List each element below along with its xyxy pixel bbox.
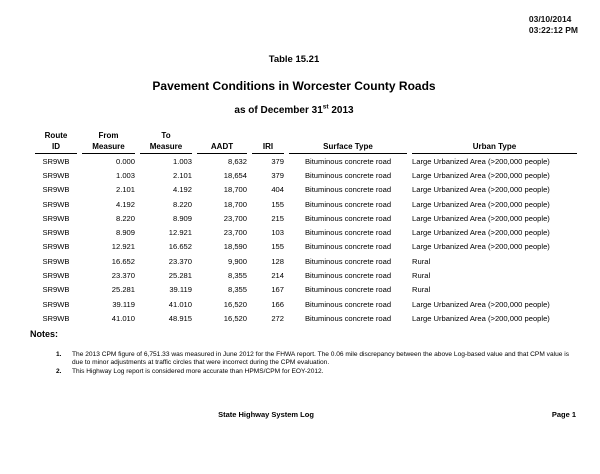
col-header-surface-type: Surface Type (289, 130, 407, 154)
table-cell: SR9WB (42, 313, 70, 323)
table-cell: 4.192 (115, 199, 135, 209)
col-header-aadt: AADT (197, 130, 247, 154)
table-cell: Large Urbanized Area (>200,000 people) (412, 299, 550, 309)
table-cell: 0.000 (115, 156, 135, 166)
table-cell: 128 (271, 256, 284, 266)
table-cell: Bituminous concrete road (304, 299, 392, 309)
table-cell: Large Urbanized Area (>200,000 people) (412, 185, 550, 195)
table-cell: 48.915 (168, 313, 192, 323)
table-cell: 4.192 (172, 185, 192, 195)
table-cell: 18,590 (223, 242, 247, 252)
table-cell: SR9WB (42, 256, 70, 266)
table-cell: 1.003 (115, 170, 135, 180)
table-cell: 8.909 (172, 213, 192, 223)
notes-heading: Notes: (30, 329, 59, 339)
table-cell: Bituminous concrete road (304, 185, 392, 195)
table-cell: 8.909 (115, 228, 135, 238)
table-cell: 404 (271, 185, 284, 195)
print-timestamp (529, 14, 578, 36)
table-row (35, 254, 577, 268)
table-cell: 379 (271, 156, 284, 166)
table-cell: 272 (271, 313, 284, 323)
table-row (35, 297, 577, 311)
table-cell: 103 (271, 228, 284, 238)
table-cell: Bituminous concrete road (304, 228, 392, 238)
table-cell: 215 (271, 213, 284, 223)
table-cell: Bituminous concrete road (304, 213, 392, 223)
table-cell: Rural (412, 256, 431, 266)
table-cell: 2.101 (115, 185, 135, 195)
table-row (35, 268, 577, 282)
table-cell: SR9WB (42, 299, 70, 309)
table-cell: 8,632 (227, 156, 247, 166)
col-header-to-measure: To Measure (140, 130, 192, 154)
table-cell: 8.220 (172, 199, 192, 209)
table-cell: Bituminous concrete road (304, 285, 392, 295)
notes-list (56, 351, 580, 377)
print-date: 03/10/2014 (528, 14, 572, 24)
table-cell: 167 (271, 285, 284, 295)
col-header-urban-type: Urban Type (412, 130, 577, 154)
table-cell: Large Urbanized Area (>200,000 people) (412, 156, 550, 166)
table-cell: Large Urbanized Area (>200,000 people) (412, 199, 550, 209)
pavement-conditions-table (30, 130, 582, 326)
table-cell: 8.220 (115, 213, 135, 223)
table-cell: 2.101 (172, 170, 192, 180)
table-cell: SR9WB (42, 156, 70, 166)
table-cell: 8,355 (227, 271, 247, 281)
table-cell: Large Urbanized Area (>200,000 people) (412, 313, 550, 323)
table-cell: SR9WB (42, 170, 70, 180)
table-cell: SR9WB (42, 271, 70, 281)
table-cell: 155 (271, 242, 284, 252)
table-cell: 16,520 (223, 313, 247, 323)
table-cell: SR9WB (42, 242, 70, 252)
table-cell: Large Urbanized Area (>200,000 people) (412, 170, 550, 180)
table-cell: 41.010 (111, 313, 135, 323)
col-header-from-measure: From Measure (82, 130, 135, 154)
table-cell: 39.119 (112, 299, 135, 309)
table-row (35, 183, 577, 197)
table-cell: Bituminous concrete road (304, 313, 392, 323)
note-number: 2. (56, 368, 62, 375)
table-cell: SR9WB (42, 199, 70, 209)
col-header-iri: IRI (252, 130, 284, 154)
table-cell: 16,520 (223, 299, 247, 309)
table-row (35, 311, 577, 325)
table-cell: Large Urbanized Area (>200,000 people) (412, 213, 550, 223)
table-cell: 41.010 (168, 299, 192, 309)
as-of-prefix: as of December 31 (234, 105, 323, 116)
note-text: This Highway Log report is considered more accurate than HPMS/CPM for EOY-2012. (72, 368, 324, 375)
table-cell: 214 (271, 271, 284, 281)
table-header (35, 130, 577, 154)
table-cell: 23.370 (168, 256, 192, 266)
table-row (35, 168, 577, 182)
table-number: Table 15.21 (268, 54, 320, 65)
table-cell: 18,654 (223, 170, 247, 180)
table-cell: 16.652 (168, 242, 192, 252)
table-cell: SR9WB (42, 185, 70, 195)
table-row (35, 211, 577, 225)
as-of-superscript: st (322, 103, 329, 111)
table-cell: 379 (271, 170, 284, 180)
table-cell: 16.652 (111, 256, 135, 266)
table-row (35, 240, 577, 254)
table-row (35, 225, 577, 239)
table-cell: SR9WB (42, 285, 70, 295)
note-item (56, 351, 580, 367)
table-cell: Rural (412, 271, 431, 281)
table-cell: Bituminous concrete road (304, 256, 392, 266)
table-cell: Large Urbanized Area (>200,000 people) (412, 242, 550, 252)
table-row (35, 283, 577, 297)
table-cell: 25.281 (111, 285, 135, 295)
table-cell: Large Urbanized Area (>200,000 people) (412, 228, 550, 238)
table-cell: 1.003 (172, 156, 192, 166)
note-item (56, 368, 580, 376)
table-cell: 8,355 (227, 285, 247, 295)
table-cell: 23,700 (223, 228, 247, 238)
as-of-date (0, 105, 588, 116)
as-of-suffix: 2013 (328, 105, 354, 116)
col-header-route-id: Route ID (35, 130, 77, 154)
table-row (35, 197, 577, 211)
table-row (35, 154, 577, 168)
table-cell: Bituminous concrete road (304, 156, 392, 166)
table-cell: 166 (271, 299, 284, 309)
table-cell: 12.921 (111, 242, 135, 252)
table-body (35, 154, 577, 326)
table-cell: 9,900 (227, 256, 247, 266)
title-block (0, 54, 588, 116)
footer-page-number: Page 1 (551, 410, 576, 419)
table-cell: 23.370 (111, 271, 135, 281)
table-cell: SR9WB (42, 213, 70, 223)
footer-report-name: State Highway System Log (218, 410, 314, 419)
table-cell: Bituminous concrete road (304, 271, 392, 281)
pavement-table-wrapper (30, 130, 582, 326)
note-number: 1. (56, 351, 62, 358)
table-cell: 39.119 (169, 285, 192, 295)
table-cell: 155 (271, 199, 284, 209)
table-cell: SR9WB (42, 228, 70, 238)
table-cell: Bituminous concrete road (304, 170, 392, 180)
table-cell: Bituminous concrete road (304, 242, 392, 252)
report-title: Pavement Conditions in Worcester County Roads (152, 79, 436, 93)
print-time: 03:22:12 PM (528, 25, 578, 35)
table-cell: Rural (412, 285, 431, 295)
note-text: The 2013 CPM figure of 6,751.33 was measured in June 2012 for the FHWA report. The 0.06 mile discrepancy between the above Log-based value and that CPM value is due to minor adjustments at traffic circles that were incorrect during the CPM evaluation. (72, 351, 570, 366)
table-cell: Bituminous concrete road (304, 199, 392, 209)
table-cell: 25.281 (168, 271, 192, 281)
table-cell: 12.921 (168, 228, 192, 238)
table-cell: 18,700 (223, 199, 247, 209)
table-cell: 18,700 (223, 185, 247, 195)
table-cell: 23,700 (223, 213, 247, 223)
